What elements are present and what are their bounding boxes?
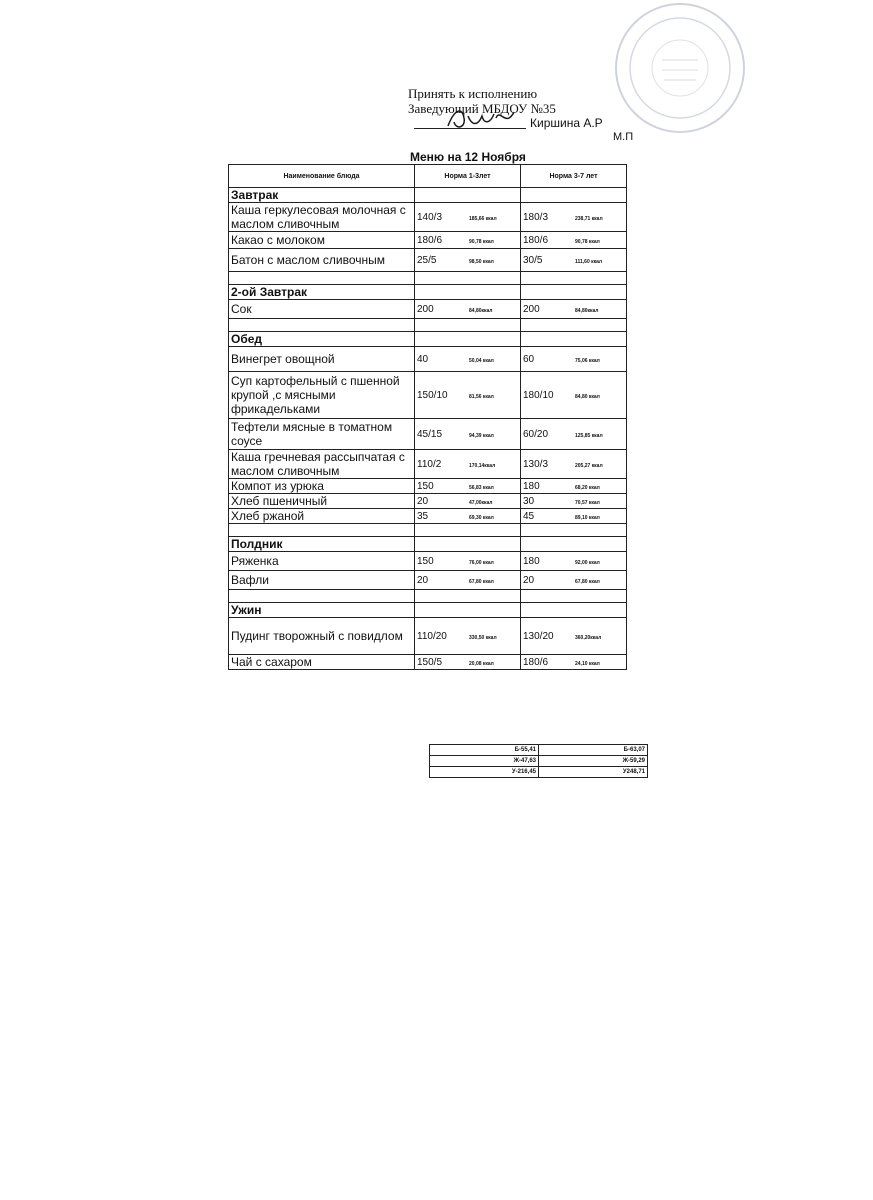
portion-grams: 130/3: [523, 458, 549, 470]
header-norm-1-3: Норма 1-3лет: [415, 165, 521, 188]
cell-norm-1-3: [415, 347, 521, 372]
calories: 238,71 ккал: [575, 215, 603, 222]
portion-grams: 200: [523, 303, 540, 315]
dish-name: Сок: [229, 300, 415, 319]
portion-grams: 20: [417, 495, 429, 507]
total-carbs-1-3: У-216,45: [430, 767, 539, 778]
portion-grams: 180/6: [523, 234, 549, 246]
total-fat-3-7: Ж-59,29: [539, 756, 648, 767]
empty-cell: [521, 188, 627, 203]
section-row: [229, 285, 627, 300]
empty-cell: [415, 590, 521, 603]
calories: 89,10 ккал: [575, 514, 600, 521]
empty-cell: [521, 332, 627, 347]
cell-norm-3-7: [521, 618, 627, 655]
cell-norm-1-3: [415, 618, 521, 655]
totals-row-fat: [430, 756, 648, 767]
cell-norm-3-7: [521, 372, 627, 419]
empty-cell: [521, 319, 627, 332]
cell-norm-1-3: [415, 552, 521, 571]
portion-grams: 110/2: [417, 458, 442, 470]
dish-name: Суп картофельный с пшенной крупой ,с мясными фрикадельками: [229, 372, 415, 419]
dish-name: Какао с молоком: [229, 232, 415, 249]
empty-cell: [415, 603, 521, 618]
section-title: Завтрак: [229, 188, 415, 203]
cell-norm-3-7: [521, 655, 627, 670]
table-row: [229, 249, 627, 272]
section-title: 2-ой Завтрак: [229, 285, 415, 300]
table-row: [229, 655, 627, 670]
cell-norm-1-3: [415, 372, 521, 419]
portion-grams: 130/20: [523, 630, 554, 642]
table-row: [229, 571, 627, 590]
cell-norm-3-7: [521, 232, 627, 249]
total-protein-3-7: Б-63,07: [539, 745, 648, 756]
portion-grams: 200: [417, 303, 434, 315]
portion-grams: 60/20: [523, 428, 549, 440]
dish-name: Ряженка: [229, 552, 415, 571]
section-row: [229, 603, 627, 618]
calories: 67,80 ккал: [575, 578, 600, 585]
dish-name: Хлеб пшеничный: [229, 494, 415, 509]
cell-norm-3-7: [521, 479, 627, 494]
calories: 205,27 ккал: [575, 462, 603, 469]
calories: 330,50 ккал: [469, 634, 497, 641]
table-row: [229, 450, 627, 479]
cell-norm-1-3: [415, 232, 521, 249]
empty-cell: [521, 590, 627, 603]
dish-name: Хлеб ржаной: [229, 509, 415, 524]
director-name: Киршина А.Р: [530, 116, 603, 130]
portion-grams: 60: [523, 353, 535, 365]
calories: 98,50 ккал: [469, 258, 494, 265]
empty-cell: [229, 590, 415, 603]
cell-norm-1-3: [415, 249, 521, 272]
portion-grams: 180: [523, 480, 540, 492]
portion-grams: 45: [523, 510, 535, 522]
calories: 69,30 ккал: [469, 514, 494, 521]
table-row: [229, 419, 627, 450]
table-row: [229, 494, 627, 509]
calories: 360,20ккал: [575, 634, 602, 641]
cell-norm-1-3: [415, 494, 521, 509]
cell-norm-3-7: [521, 450, 627, 479]
portion-grams: 20: [523, 574, 535, 586]
portion-grams: 30: [523, 495, 535, 507]
empty-cell: [521, 272, 627, 285]
seal-label: М.П: [613, 131, 634, 143]
portion-grams: 20: [417, 574, 429, 586]
menu-title: Меню на 12 Ноября: [410, 150, 526, 164]
cell-norm-3-7: [521, 571, 627, 590]
table-row: [229, 479, 627, 494]
calories: 125,85 ккал: [575, 432, 603, 439]
calories: 56,83 ккал: [469, 484, 494, 491]
empty-cell: [521, 524, 627, 537]
cell-norm-3-7: [521, 552, 627, 571]
cell-norm-1-3: [415, 203, 521, 232]
empty-cell: [521, 285, 627, 300]
calories: 76,00 ккал: [469, 559, 494, 566]
empty-cell: [521, 537, 627, 552]
calories: 81,56 ккал: [469, 393, 494, 400]
calories: 170,14ккал: [469, 462, 496, 469]
calories: 94,39 ккал: [469, 432, 494, 439]
portion-grams: 40: [417, 353, 429, 365]
table-row: [229, 232, 627, 249]
totals-row-protein: [430, 745, 648, 756]
calories: 68,20 ккал: [575, 484, 600, 491]
total-carbs-3-7: У248,71: [539, 767, 648, 778]
empty-cell: [229, 524, 415, 537]
table-row: [229, 552, 627, 571]
portion-grams: 180/6: [417, 234, 443, 246]
header-dish: Наименование блюда: [229, 165, 415, 188]
spacer-row: [229, 590, 627, 603]
cell-norm-3-7: [521, 509, 627, 524]
portion-grams: 150: [417, 480, 434, 492]
calories: 84,80ккал: [469, 307, 493, 314]
cell-norm-3-7: [521, 203, 627, 232]
approval-line-2: Заведующий МБДОУ №35: [408, 101, 556, 116]
portion-grams: 110/20: [417, 630, 447, 642]
calories: 24,10 ккал: [575, 660, 600, 667]
calories: 90,78 ккал: [469, 238, 494, 245]
dish-name: Компот из урюка: [229, 479, 415, 494]
section-row: [229, 537, 627, 552]
calories: 20,08 ккал: [469, 660, 494, 667]
signature-line: [414, 128, 526, 129]
cell-norm-1-3: [415, 419, 521, 450]
table-row: [229, 347, 627, 372]
dish-name: Батон с маслом сливочным: [229, 249, 415, 272]
portion-grams: 150: [417, 555, 434, 567]
calories: 185,66 ккал: [469, 215, 497, 222]
empty-cell: [415, 319, 521, 332]
dish-name: Винегрет овощной: [229, 347, 415, 372]
cell-norm-1-3: [415, 571, 521, 590]
portion-grams: 180/3: [523, 211, 549, 223]
cell-norm-3-7: [521, 419, 627, 450]
table-row: [229, 372, 627, 419]
portion-grams: 150/5: [417, 656, 443, 668]
cell-norm-1-3: [415, 509, 521, 524]
calories: 111,60 ккал: [575, 258, 603, 265]
empty-cell: [415, 332, 521, 347]
dish-name: Каша гречневая рассыпчатая с маслом сливочным: [229, 450, 415, 479]
empty-cell: [415, 272, 521, 285]
spacer-row: [229, 272, 627, 285]
dish-name: Каша геркулесовая молочная с маслом сливочным: [229, 203, 415, 232]
calories: 50,04 ккал: [469, 357, 494, 364]
cell-norm-1-3: [415, 479, 521, 494]
portion-grams: 150/10: [417, 389, 448, 401]
calories: 70,57 ккал: [575, 499, 600, 506]
total-protein-1-3: Б-55,41: [430, 745, 539, 756]
spacer-row: [229, 319, 627, 332]
calories: 90,78 ккал: [575, 238, 600, 245]
calories: 84,80ккал: [575, 307, 599, 314]
calories: 47,00ккал: [469, 499, 493, 506]
portion-grams: 35: [417, 510, 429, 522]
dish-name: Тефтели мясные в томатном соусе: [229, 419, 415, 450]
dish-name: Чай с сахаром: [229, 655, 415, 670]
portion-grams: 180/6: [523, 656, 549, 668]
menu-table: [228, 164, 627, 670]
official-seal-stamp: [600, 0, 760, 140]
cell-norm-1-3: [415, 655, 521, 670]
cell-norm-3-7: [521, 300, 627, 319]
dish-name: Вафли: [229, 571, 415, 590]
portion-grams: 30/5: [523, 254, 543, 266]
calories: 84,80 ккал: [575, 393, 600, 400]
header-norm-3-7: Норма 3-7 лет: [521, 165, 627, 188]
empty-cell: [229, 272, 415, 285]
section-row: [229, 332, 627, 347]
empty-cell: [415, 188, 521, 203]
portion-grams: 140/3: [417, 211, 443, 223]
section-title: Обед: [229, 332, 415, 347]
table-row: [229, 300, 627, 319]
table-row: [229, 509, 627, 524]
table-row: [229, 618, 627, 655]
handwritten-signature: [440, 104, 520, 134]
cell-norm-3-7: [521, 494, 627, 509]
portion-grams: 45/15: [417, 428, 443, 440]
empty-cell: [521, 603, 627, 618]
portion-grams: 180: [523, 555, 540, 567]
cell-norm-1-3: [415, 300, 521, 319]
totals-row-carbs: [430, 767, 648, 778]
calories: 67,80 ккал: [469, 578, 494, 585]
approval-line-1: Принять к исполнению: [408, 86, 538, 101]
table-row: [229, 203, 627, 232]
calories: 92,00 ккал: [575, 559, 600, 566]
cell-norm-3-7: [521, 249, 627, 272]
cell-norm-1-3: [415, 450, 521, 479]
portion-grams: 180/10: [523, 389, 554, 401]
section-title: Полдник: [229, 537, 415, 552]
empty-cell: [229, 319, 415, 332]
calories: 75,06 ккал: [575, 357, 600, 364]
totals-table: [429, 744, 648, 778]
spacer-row: [229, 524, 627, 537]
empty-cell: [415, 537, 521, 552]
dish-name: Пудинг творожный с повидлом: [229, 618, 415, 655]
section-row: [229, 188, 627, 203]
portion-grams: 25/5: [417, 254, 437, 266]
header-row: [229, 165, 627, 188]
total-fat-1-3: Ж-47,63: [430, 756, 539, 767]
empty-cell: [415, 285, 521, 300]
section-title: Ужин: [229, 603, 415, 618]
cell-norm-3-7: [521, 347, 627, 372]
empty-cell: [415, 524, 521, 537]
